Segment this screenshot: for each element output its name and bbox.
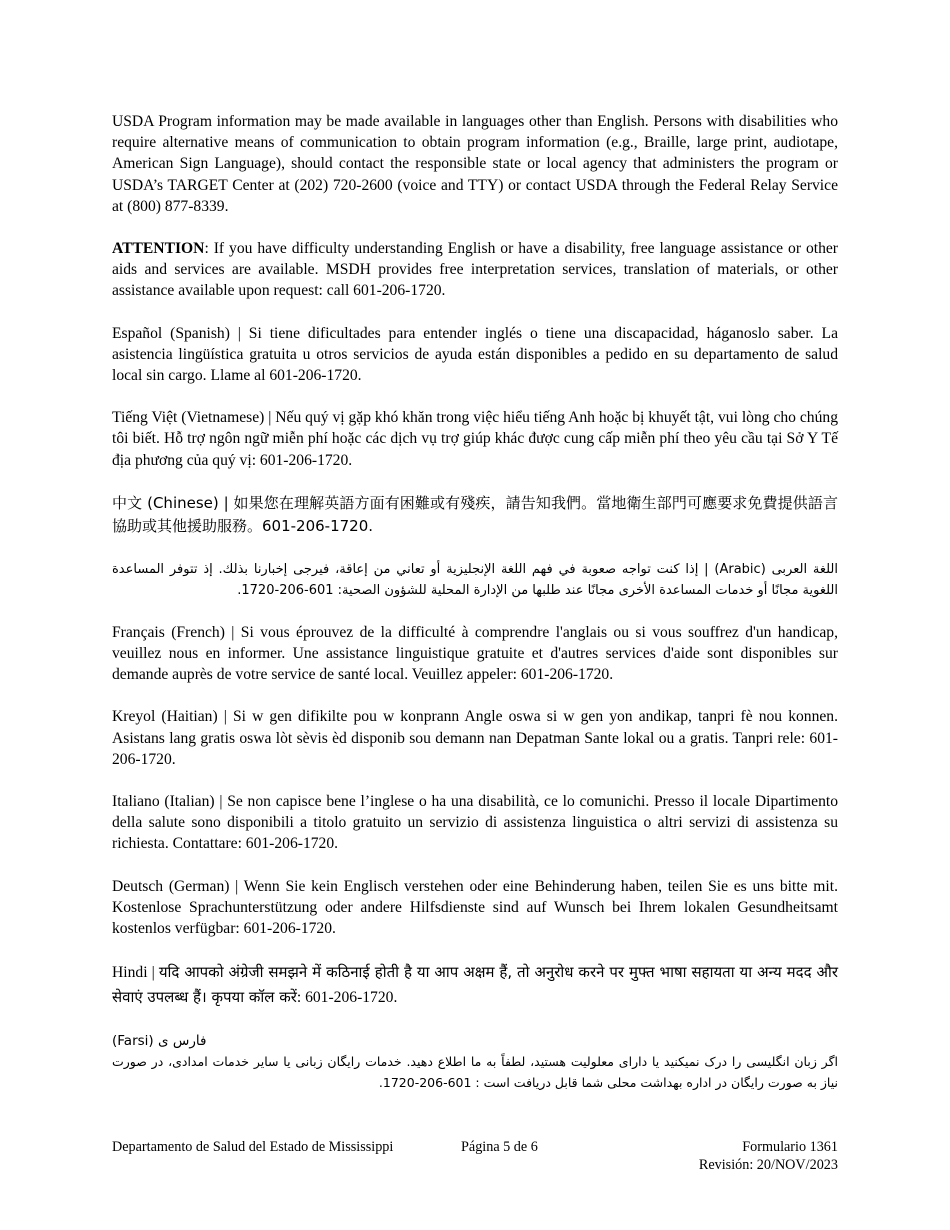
hindi-text: यदि आपको अंग्रेजी समझने में कठिनाई होती है या आप अक्षम हैं, तो अनुरोध करने पर मुफ्त भाषा सहायता या अन्य मदद और सेवाएं उपलब्ध हैं। कृपया कॉल करें [112,963,838,1007]
vietnamese-paragraph: Tiếng Việt (Vietnamese) | Nếu quý vị gặp khó khăn trong việc hiểu tiếng Anh hoặc bị khuyết tật, vui lòng cho chúng tôi biết. Hỗ trợ ngôn ngữ miễn phí hoặc các dịch vụ trợ giúp khác được cung cấp miễn phí theo yêu cầu tại Sở Y Tế địa phương của quý vị: 601-206-1720. [112,409,838,469]
footer-form-number: Formulario 1361 [742,1139,838,1155]
farsi-title: فارس ی (Farsi) [112,1033,207,1050]
kreyol-paragraph: Kreyol (Haitian) | Si w gen difikilte pou w konprann Angle oswa si w gen yon andikap, tanpri fè nou konnen. Asistans lang gratis oswa lòt sèvis èd disponib sou demann nan Depatman Sante lokal ou a gratis. Tanpri rele: 601-206-1720. [112,708,838,768]
chinese-paragraph: 中文 (Chinese) | 如果您在理解英語方面有困難或有殘疾，請告知我們。當地衛生部門可應要求免費提供語言協助或其他援助服務。601-206-1720. [112,493,838,535]
hindi-paragraph [112,960,838,1010]
hindi-label: Hindi | [112,964,159,982]
document-body [112,111,838,1093]
german-paragraph: Deutsch (German) | Wenn Sie kein Englisch verstehen oder eine Behinderung haben, teilen Sie es uns bitte mit. Kostenlose Sprachunterstützung oder andere Hilfsdienste sind auf Wunsch bei Ihrem lokalen Gesundheitsamt kostenlos verfügbar: 601-206-1720. [112,877,838,938]
arabic-paragraph: اللغة العربى (Arabic) | إذا كنت تواجه صعوبة في فهم اللغة الإنجليزية أو تعاني من إعاقة، فيرجى إخبارنا بذلك. إذ تتوفر المساعدة اللغوية مجانًا أو خدمات المساعدة الأخرى مجانًا عند طلبها من الإدارة المحلية للشؤون الصحية: 601-206-1720. [112,561,838,598]
footer-form-info [699,1138,838,1174]
french-paragraph: Français (French) | Si vous éprouvez de la difficulté à comprendre l'anglais ou si vous souffrez d'un handicap, veuillez nous en informer. Une assistance linguistique gratuite et d'autres services d'aide sont disponibles sur demande auprès de votre service de santé local. Veuillez appeler: 601-206-1720. [112,623,838,684]
hindi-phone: : 601-206-1720. [296,989,398,1007]
spanish-paragraph: Español (Spanish) | Si tiene dificultades para entender inglés o tiene una discapacidad, háganoslo saber. La asistencia lingüística gratuita u otros servicios de ayuda están disponibles a pedido en su departamento de salud local sin cargo. Llame al 601-206-1720. [112,324,838,385]
farsi-section [112,1031,838,1093]
attention-label: ATTENTION [112,240,205,258]
footer-page-number: Página 5 de 6 [461,1139,538,1155]
italian-paragraph: Italiano (Italian) | Se non capisce bene l’inglese o ha una disabilità, ce lo comunichi. Presso il locale Dipartimento della salute sono disponibili a titolo gratuito un servizio di assistenza linguistica o altri servizi di assistenza su richiesta. Contattare: 601-206-1720. [112,793,838,853]
attention-text: : If you have difficulty understanding English or have a disability, free language assistance or other aids and services are available. MSDH provides free interpretation services, translation of materials, or other assistance available upon request: call 601-206-1720. [112,240,838,300]
footer-revision: Revisión: 20/NOV/2023 [698,1157,838,1173]
farsi-paragraph: اگر زبان انگلیسی را درک نمیکنید یا دارای معلولیت هستید، لطفاً به ما اطلاع دهید. خدمات رایگان زبانی یا سایر خدمات امدادی، در صورت نیاز به صورت رایگان در اداره بهداشت محلی شما قابل دریافت است : 601-206-1720. [112,1054,838,1091]
footer-department: Departamento de Salud del Estado de Mississippi [112,1139,394,1155]
attention-paragraph [112,238,838,302]
usda-paragraph: USDA Program information may be made available in languages other than English. Persons with disabilities who require alternative means of communication to obtain program information (e.g., Braille, large print, audiotape, American Sign Language), should contact the responsible state or local agency that administers the program or USDA’s TARGET Center at (202) 720-2600 (voice and TTY) or contact USDA through the Federal Relay Service at (800) 877-8339. [112,113,838,215]
